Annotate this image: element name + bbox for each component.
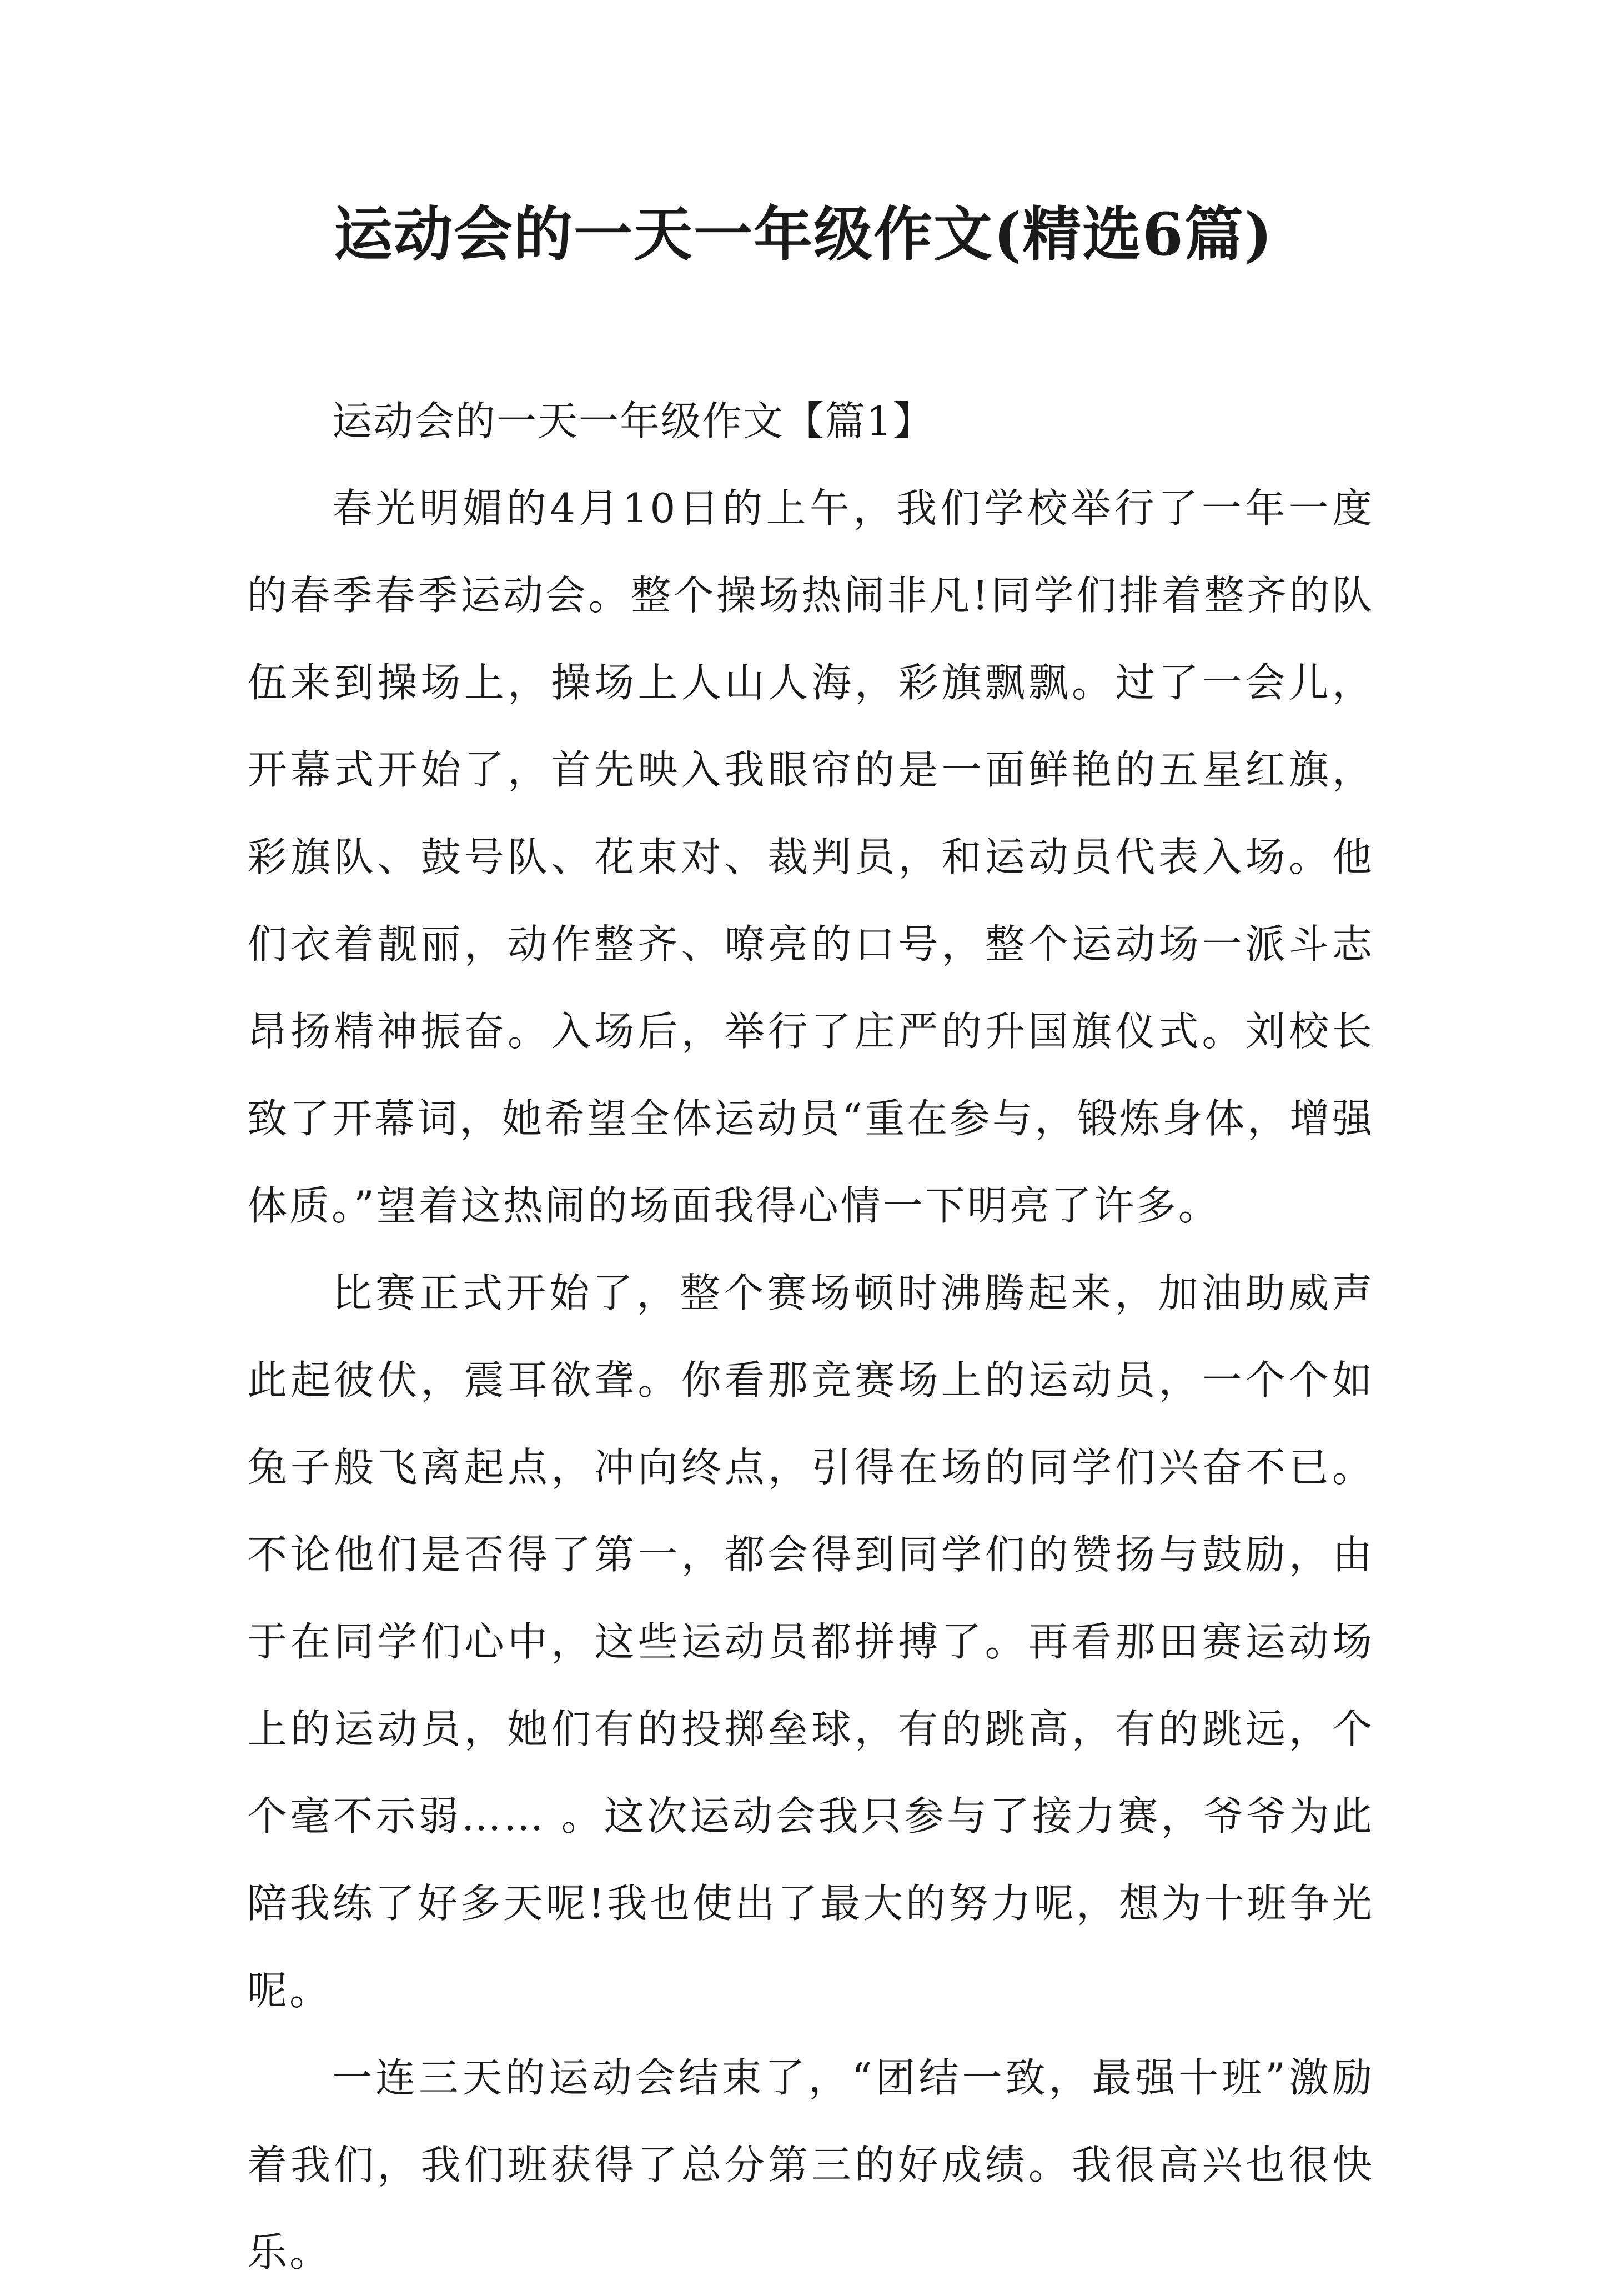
paragraph-3: 一连三天的运动会结束了，“团结一致，最强十班”激励着我们，我们班获得了总分第三的好成绩。我很高兴也很快乐。: [247, 2054, 1374, 2275]
paragraph-1: 春光明媚的4月10日的上午，我们学校举行了一年一度的春季春季运动会。整个操场热闹非凡!同学们排着整齐的队伍来到操场上，操场上人山人海，彩旗飘飘。过了一会儿，开幕式开始了，首先映入我眼帘的是一面鲜艳的五星红旗，彩旗队、鼓号队、花束对、裁判员，和运动员代表入场。他们衣着靓丽，动作整齐、嘹亮的口号，整个运动场一派斗志昂扬精神振奋。入场后，举行了庄严的升国旗仪式。刘校长致了开幕词，她希望全体运动员“重在参与，锻炼身体，增强体质。”望着这热闹的场面我得心情一下明亮了许多。: [247, 485, 1374, 1229]
section-heading: 运动会的一天一年级作文【篇1】: [332, 398, 934, 444]
paragraph-2: 比赛正式开始了，整个赛场顿时沸腾起来，加油助威声此起彼伏，震耳欲聋。你看那竞赛场上的运动员，一个个如兔子般飞离起点，冲向终点，引得在场的同学们兴奋不已。不论他们是否得了第一，都会得到同学们的赞扬与鼓励，由于在同学们心中，这些运动员都拼搏了。再看那田赛运动场上的运动员，她们有的投掷垒球，有的跳高，有的跳远，个个毫不示弱…… 。这次运动会我只参与了接力赛，爷爷为此陪我练了好多天呢!我也使出了最大的努力呢，想为十班争光呢。: [247, 1270, 1374, 2014]
document-body: [247, 378, 1374, 2296]
document-title: 运动会的一天一年级作文(精选6篇): [333, 199, 1274, 269]
